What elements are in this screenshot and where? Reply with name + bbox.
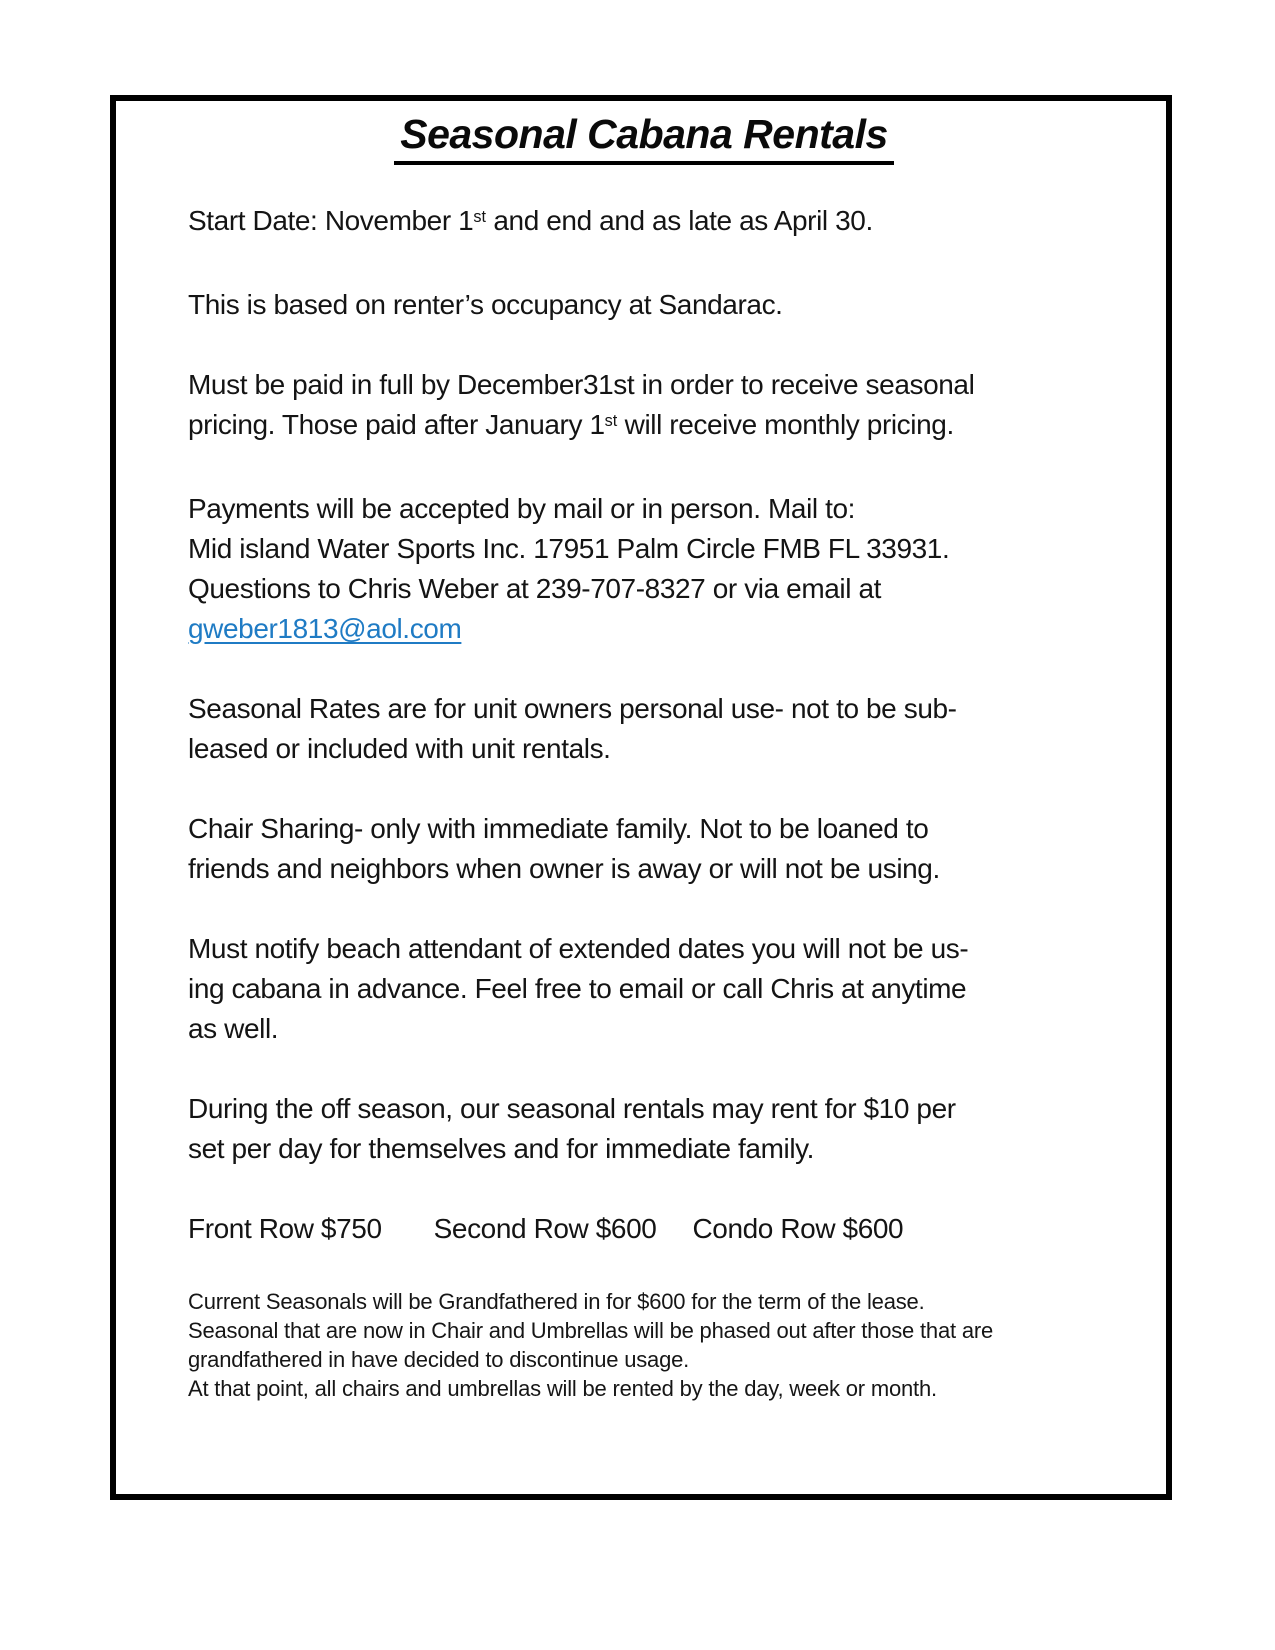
paragraph-chair-sharing	[188, 809, 1100, 889]
title-row	[188, 111, 1100, 165]
text-line: This is based on renter’s occupancy at Sandarac.	[188, 289, 783, 320]
text-line: as well.	[188, 1013, 279, 1044]
fine-print-line: At that point, all chairs and umbrellas will be rented by the day, week or month.	[188, 1376, 937, 1401]
text-line: Payments will be accepted by mail or in person. Mail to:	[188, 493, 856, 524]
paragraph-occupancy	[188, 285, 1100, 325]
page-title: Seasonal Cabana Rentals	[394, 111, 894, 165]
text-line	[188, 405, 1100, 449]
text-line: Mid island Water Sports Inc. 17951 Palm Circle FMB FL 33931.	[188, 533, 950, 564]
paragraph-off-season	[188, 1089, 1100, 1169]
fine-print-line: Current Seasonals will be Grandfathered in for $600 for the term of the lease.	[188, 1289, 925, 1314]
ordinal-superscript: st	[473, 208, 486, 227]
text-line: friends and neighbors when owner is away or will not be using.	[188, 853, 940, 884]
rate-second-row: Second Row $600	[433, 1213, 657, 1244]
rate-front-row: Front Row $750	[188, 1213, 382, 1244]
deadline-text-cont: will receive monthly pricing.	[617, 409, 954, 440]
start-date-text-cont: and end and as late as April 30.	[485, 205, 873, 236]
text-line: Seasonal Rates are for unit owners personal use- not to be sub-	[188, 693, 957, 724]
text-line: ing cabana in advance. Feel free to email or call Chris at anytime	[188, 973, 967, 1004]
fine-print-line: grandfathered in have decided to discontinue usage.	[188, 1347, 690, 1372]
ordinal-superscript: st	[604, 412, 618, 431]
paragraph-payments	[188, 489, 1100, 649]
paragraph-notify-attendant	[188, 929, 1100, 1049]
fine-print-line: Seasonal that are now in Chair and Umbrellas will be phased out after those that are	[188, 1318, 994, 1343]
fine-print	[188, 1287, 1100, 1403]
paragraph-payment-deadline	[188, 365, 1100, 449]
paragraph-start-date	[188, 201, 1100, 245]
paragraph-seasonal-rates	[188, 689, 1100, 769]
start-date-text: Start Date: November 1	[188, 205, 474, 236]
text-line: leased or included with unit rentals.	[188, 733, 611, 764]
deadline-text: pricing. Those paid after January 1	[188, 409, 605, 440]
text-line: set per day for themselves and for immediate family.	[188, 1133, 815, 1164]
text-line	[188, 201, 1100, 245]
email-link[interactable]: gweber1813@aol.com	[188, 613, 462, 644]
text-line: Chair Sharing- only with immediate family. Not to be loaned to	[188, 813, 929, 844]
rate-condo-row: Condo Row $600	[692, 1213, 904, 1244]
rates-row	[188, 1209, 1100, 1249]
text-line: Questions to Chris Weber at 239-707-8327 or via email at	[188, 573, 882, 604]
text-line: During the off season, our seasonal rentals may rent for $10 per	[188, 1093, 956, 1124]
document-border-frame	[110, 95, 1172, 1500]
document-body	[188, 201, 1100, 1403]
text-line	[188, 609, 1100, 649]
text-line: Must notify beach attendant of extended dates you will not be us-	[188, 933, 969, 964]
text-line: Must be paid in full by December31st in order to receive seasonal	[188, 369, 975, 400]
